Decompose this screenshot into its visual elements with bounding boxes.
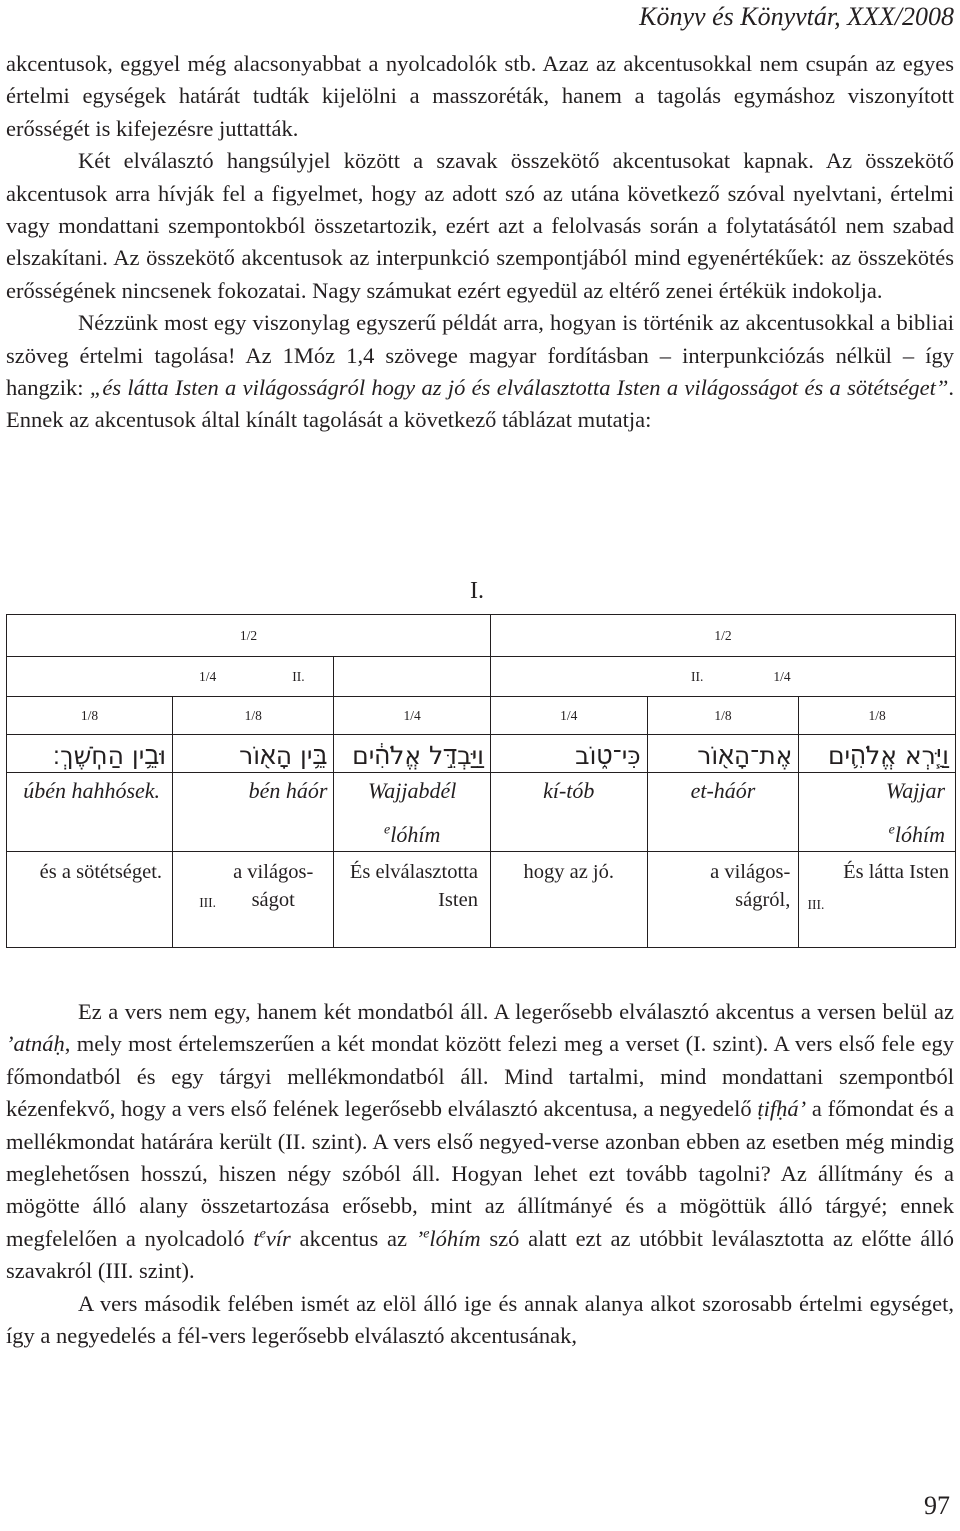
eighth-cell: 1/8	[647, 697, 799, 735]
transliteration: Wajjar $^e$lóhím	[799, 773, 956, 852]
transliteration: bén háór	[173, 773, 334, 852]
hebrew-word: וַיַּבְדֵּ֣ל אֱלֹהִ֔ים	[334, 735, 491, 773]
eighth-cell: 1/8	[799, 697, 956, 735]
transliteration: et-háór	[647, 773, 799, 852]
body-text-top	[6, 48, 954, 437]
translation-cell: és a sötétséget. III.	[7, 852, 173, 948]
translation-cell: És látta Isten	[799, 852, 956, 948]
level-three-label: III.	[807, 897, 825, 912]
accent-table	[6, 614, 956, 948]
half-right-cell: 1/2	[490, 615, 955, 657]
quarter-cell: 1/4 II.	[7, 657, 334, 697]
eighth-cell: 1/4	[334, 697, 491, 735]
running-header: Könyv és Könyvtár, XXX/2008	[639, 2, 954, 31]
translation-cell: hogy az jó.	[490, 852, 647, 948]
level-three-label: III.	[199, 895, 217, 910]
paragraph: Két elválasztó hangsúlyjel között a szavak összekötő akcentusokat kapnak. Az összekötő akcentusok arra hívják fel a figyelmet, hogy az adott szó az utána következő szóval nyelvtani, értelmi vagy mondattani szempontokból összetartozik, ezért azt a felolvasás során a folytatásától nem szabad elszakítani. Az összekötő akcentusok az interpunkció szempontjából mind egyenértékűek: az összekötés erősségének nincsenek fokozatai. Nagy számukat ezért egyedül az eltérő zenei értékük indokolja.	[6, 148, 954, 303]
transliteration: úbén hahhósek.	[7, 773, 173, 852]
page-number: 97	[924, 1491, 950, 1520]
transliteration: kí-tób	[490, 773, 647, 852]
eighth-cell: 1/4	[490, 697, 647, 735]
hebrew-word: בֵּ֥ין הָא֖וֹר	[173, 735, 334, 773]
half-left-cell: 1/2	[7, 615, 491, 657]
level-one-label: I.	[470, 578, 484, 604]
translation-cell: És elválasztotta Isten	[334, 852, 491, 948]
translation-cell: a világos-ságot	[173, 852, 334, 948]
eighth-cell: 1/8	[7, 697, 173, 735]
hebrew-word: וּבֵ֥ין הַחֹֽשֶׁךְ׃	[7, 735, 173, 773]
body-text-bottom	[6, 996, 954, 1352]
hebrew-word: כִּי־ט֑וֹב	[490, 735, 647, 773]
eighth-cell: 1/8	[173, 697, 334, 735]
hebrew-word: אֶת־הָא֖וֹר	[647, 735, 799, 773]
paragraph: Ez a vers nem egy, hanem két mondatból áll. A legerősebb elválasztó akcentus a versen belül az ’atnáḥ, mely most értelemszerűen a két mondat között felezi meg a verset (I. szint). A vers első fele egy főmondatból és egy tárgyi mellékmondatból áll. Mind tartalmi, mind mondattani szempontból kézenfekvő, hogy a vers első felének legerősebb elválasztó akcentusa, a negyedelő ṭifḥá’ a főmondat és a mellékmondat határára került (II. szint). A vers első negyed-verse azonban ebben az esetben még mindig meglehetősen hosszú, hiszen négy szóból áll. Hogyan lehet ezt tovább tagolni? Az állítmány és a mögötte álló alany összetartozása erősebb, mint az állítmányé és a mögöttük álló tárgyé; ennek megfelelően a nyolcadoló $t^evír$ akcentus az ’$^e$lóhím szó alatt ezt az utóbbit leválasztotta az előtte álló szavakról (III. szint).	[6, 999, 954, 1284]
hebrew-word: וַיַּ֧רְא אֱלֹהִ֛ים	[799, 735, 956, 773]
paragraph: Nézzünk most egy viszonylag egyszerű példát arra, hogyan is történik az akcentusokkal a bibliai szöveg értelmi tagolása! Az 1Móz 1,4 szövege magyar fordításban – interpunkciózás nélkül – így hangzik: „és látta Isten a világosságról hogy az jó és elválasztotta Isten a világosságot és a sötétséget”. Ennek az akcentusok által kínált tagolását a következő táblázat mutatja:	[6, 310, 954, 433]
quarter-cell	[334, 657, 491, 697]
translation-cell: a világos-ságról, III.	[647, 852, 799, 948]
quarter-cell: II. 1/4	[490, 657, 955, 697]
paragraph: akcentusok, eggyel még alacsonyabbat a nyolcadolók stb. Azaz az akcentusokkal nem csupán az egyes értelmi egységek határát tudták kijelölni a masszoréták, hanem a tagolás egymáshoz viszonyított erősségét is kifejezésre juttatták.	[6, 51, 954, 141]
transliteration: Wajjabdél $^e$lóhím	[334, 773, 491, 852]
paragraph: A vers második felében ismét az elöl álló ige és annak alanya alkot szorosabb értelmi egységet, így a negyedelés a fél-vers legerősebb elválasztó akcentusának,	[6, 1290, 954, 1349]
quoted-translation: „és látta Isten a világosságról hogy az jó és elválasztotta Isten a világosságot és a sötétséget”	[89, 375, 949, 401]
